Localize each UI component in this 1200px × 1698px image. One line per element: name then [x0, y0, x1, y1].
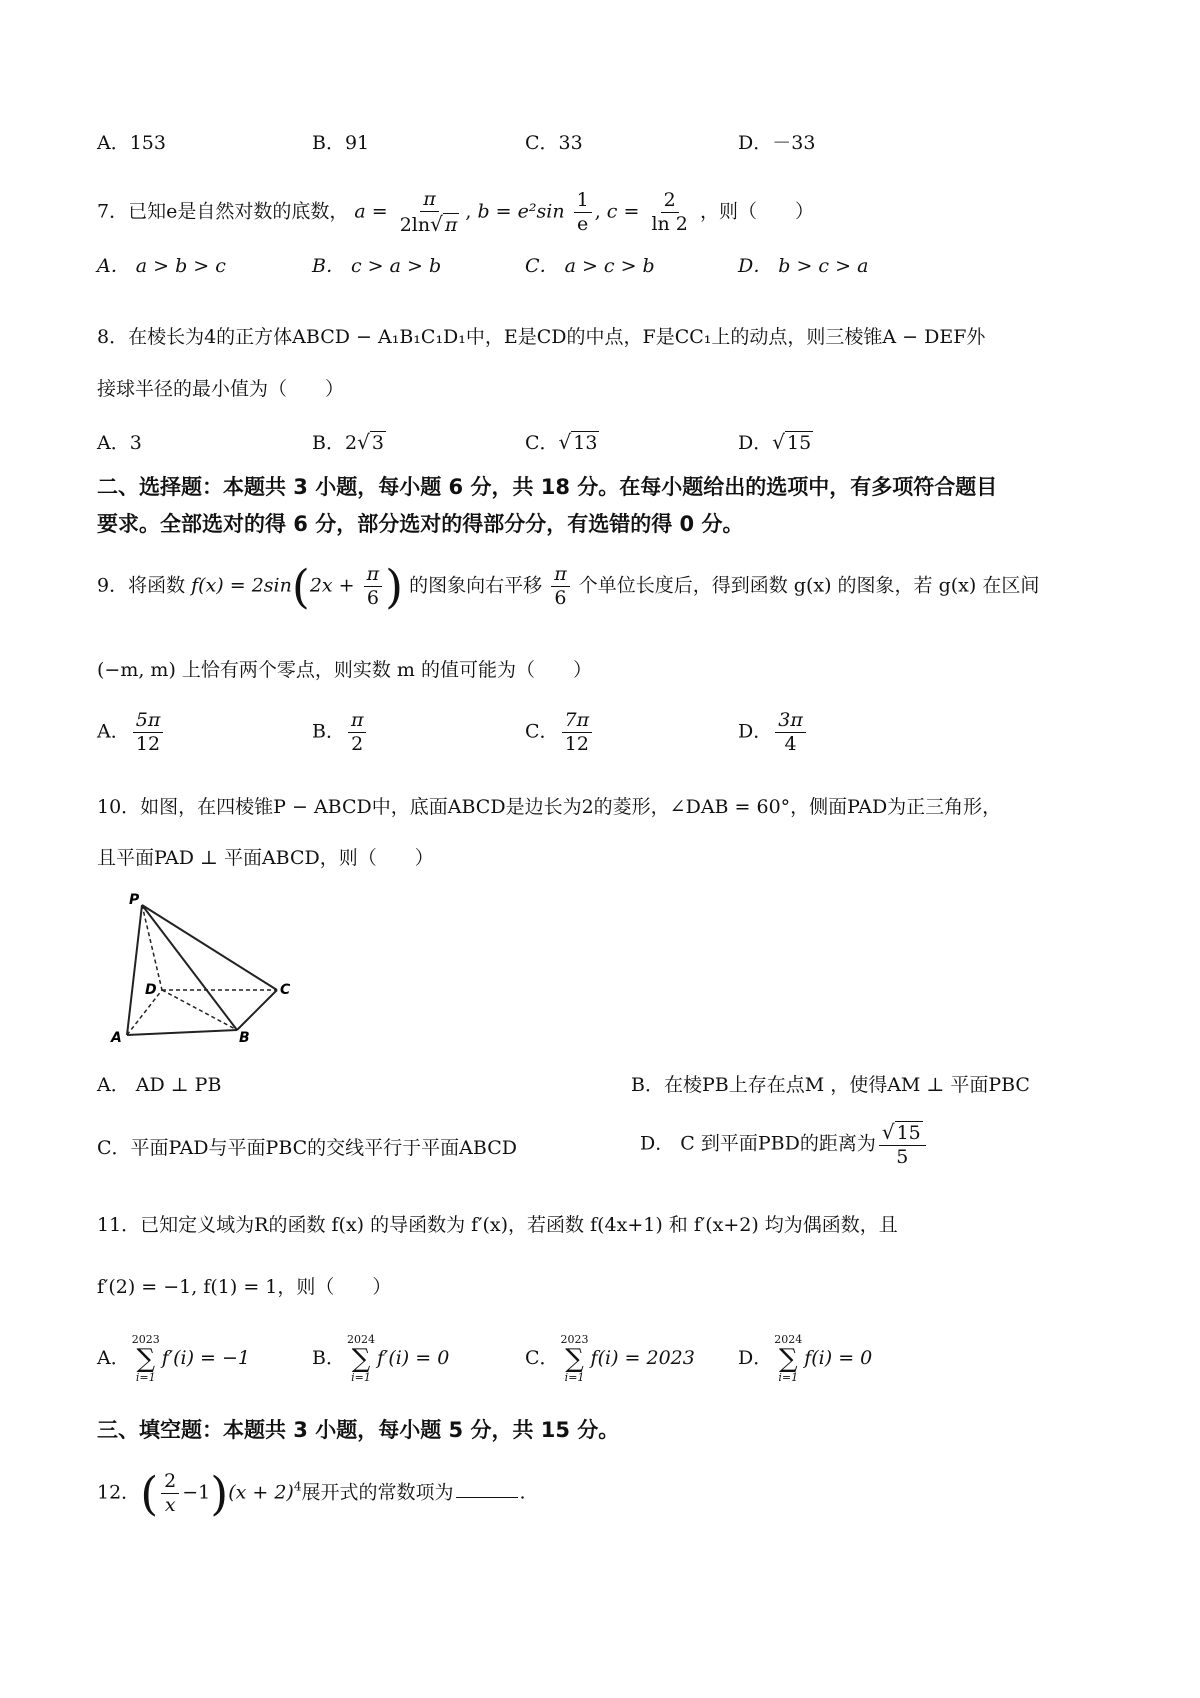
section2-line1: 二、选择题：本题共 3 小题，每小题 6 分，共 18 分。在每小题给出的选项中，有多项符合题目 — [97, 475, 998, 499]
q7-c-fraction: $\frac{2}{\ln 2}$ — [651, 189, 688, 235]
q9-option-c[interactable]: C． $\frac{7\pi}{12}$ — [525, 709, 595, 756]
q8-option-d[interactable]: D．√ 15 — [738, 430, 812, 454]
q9-stem: 9．将函数 f(x) = 2sin(2x + $\frac{\pi}{6}$ ) 的图象向右平移 $\frac{\pi}{6}$ 个单位长度后，得到函数 g(x) 的图象，若 g(x) 在区间 — [97, 559, 1040, 614]
q11-line1: 11．已知定义域为R的函数 f(x) 的导函数为 f′(x)，若函数 f(4x+1) 和 f′(x+2) 均为偶函数，且 — [97, 1214, 898, 1236]
q7-option-d[interactable]: D． b > c > a — [738, 255, 869, 277]
q11-option-b[interactable]: B． 2024 ∑ i=1 f′(i) = 0 — [312, 1333, 450, 1385]
label-b: B — [239, 1030, 250, 1045]
section3-heading: 三、填空题：本题共 3 小题，每小题 5 分，共 15 分。 — [97, 1418, 620, 1442]
q7-suffix: ，则（ ） — [699, 200, 814, 223]
q7-option-a[interactable]: A． a > b > c — [97, 255, 226, 277]
q8-line2: 接球半径的最小值为（ ） — [97, 378, 345, 400]
pyramid-figure — [97, 890, 297, 1045]
q9-option-a[interactable]: A． $\frac{5\pi}{12}$ — [97, 709, 166, 756]
q10-option-c[interactable]: C．平面PAD与平面PBC的交线平行于平面ABCD — [97, 1137, 517, 1159]
label-a: A — [111, 1030, 122, 1045]
q8-line1: 8．在棱长为4的正方体ABCD − A₁B₁C₁D₁中，E是CD的中点，F是CC₁上的动点，则三棱锥A − DEF外 — [97, 326, 986, 348]
q7-prefix: 7．已知e是自然对数的底数， — [97, 200, 349, 223]
q7-b-fraction: $\frac{1}{e}$ — [574, 189, 592, 236]
q10-option-d[interactable]: D． C 到平面PBD的距离为 $\frac{√ 15}{5}$ — [640, 1120, 929, 1169]
q8-option-b[interactable]: B．2√ 3 — [312, 430, 384, 454]
q9-option-b[interactable]: B． $\frac{\pi}{2}$ — [312, 709, 369, 756]
q8-option-c[interactable]: C．√ 13 — [525, 430, 598, 454]
q8-option-a[interactable]: A．3 — [97, 432, 142, 454]
q6-option-a[interactable]: A．153 — [97, 132, 166, 154]
q11-option-c[interactable]: C． 2023 ∑ i=1 f(i) = 2023 — [525, 1333, 695, 1385]
section2-line2: 要求。全部选对的得 6 分，部分选对的得部分分，有选错的得 0 分。 — [97, 512, 744, 536]
q9-line2: (−m, m) 上恰有两个零点，则实数 m 的值可能为（ ） — [97, 659, 592, 681]
q11-option-d[interactable]: D． 2024 ∑ i=1 f(i) = 0 — [738, 1333, 873, 1385]
q10-line2: 且平面PAD ⊥ 平面ABCD，则（ ） — [97, 847, 434, 869]
edge-pc — [142, 905, 277, 990]
q9-option-d[interactable]: D． $\frac{3\pi}{4}$ — [738, 709, 809, 756]
label-p: P — [129, 892, 140, 908]
q10-option-b[interactable]: B．在棱PB上存在点M ，使得AM ⊥ 平面PBC — [631, 1074, 1030, 1096]
edge-bc — [237, 990, 277, 1030]
q12-stem: 12．( $\frac{2}{x}$ $-1)(x + 2)^4$展开式的常数项为 . — [97, 1466, 526, 1521]
q6-option-d[interactable]: D．－33 — [738, 132, 816, 154]
edge-db — [162, 990, 237, 1030]
q7-b-part: b = e²sin — [477, 200, 565, 223]
label-d: D — [145, 982, 157, 998]
q7-option-b[interactable]: B． c > a > b — [312, 255, 442, 277]
edge-ab — [127, 1030, 237, 1035]
label-c: C — [280, 982, 291, 998]
q6-option-b[interactable]: B．91 — [312, 132, 370, 154]
q11-line2: f′(2) = −1, f(1) = 1，则（ ） — [97, 1276, 392, 1298]
edge-pa — [127, 905, 142, 1035]
q7-stem: 7．已知e是自然对数的底数， a = $\frac{\pi}{2\ln√ \pi}$ , b = e²sin $\frac{1}{e}$ , c = $\frac{2}{\ln 2}$ ，则（ ） — [97, 188, 814, 236]
section2-heading — [97, 469, 1117, 543]
answer-blank[interactable] — [456, 1497, 518, 1498]
q6-option-c[interactable]: C．33 — [525, 132, 583, 154]
q7-a-fraction: $\frac{\pi}{2\ln√ \pi}$ — [399, 188, 458, 236]
q11-option-a[interactable]: A． 2023 ∑ i=1 f′(i) = −1 — [97, 1333, 250, 1385]
q10-line1: 10．如图，在四棱锥P − ABCD中，底面ABCD是边长为2的菱形，∠DAB = 60°，侧面PAD为正三角形， — [97, 796, 1002, 818]
q10-option-a[interactable]: A． AD ⊥ PB — [97, 1074, 222, 1096]
q7-option-c[interactable]: C． a > c > b — [525, 255, 655, 277]
